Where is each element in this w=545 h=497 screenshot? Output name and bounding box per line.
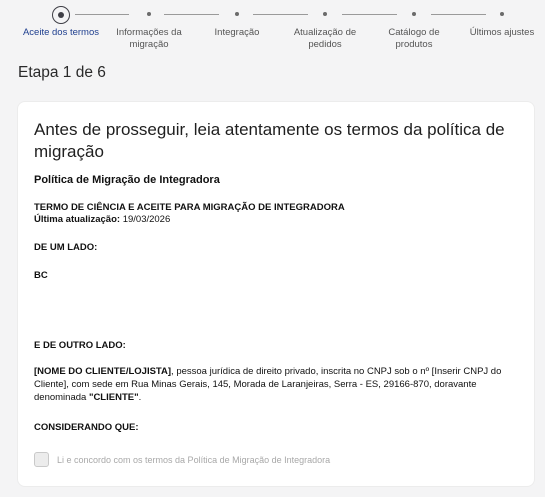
accept-terms-checkbox[interactable] bbox=[34, 452, 49, 467]
client-name: [NOME DO CLIENTE/LOJISTA] bbox=[34, 366, 172, 377]
truncated-text: BC bbox=[34, 270, 48, 281]
step-dot-icon bbox=[235, 12, 239, 16]
step-catalogo-de-produtos[interactable] bbox=[369, 0, 459, 51]
last-updated-label: Última atualização: bbox=[34, 214, 121, 225]
step-integracao[interactable] bbox=[192, 0, 282, 39]
terms-card bbox=[17, 101, 535, 487]
accept-terms-label[interactable]: Li e concordo com os termos da Política de Migração de Integradora bbox=[57, 454, 331, 465]
term-heading: TERMO DE CIÊNCIA E ACEITE PARA MIGRAÇÃO DE INTEGRADORA bbox=[34, 202, 345, 213]
step-label: Informações da migração bbox=[116, 27, 182, 50]
accept-terms-row[interactable] bbox=[34, 452, 330, 467]
client-end: . bbox=[138, 392, 142, 403]
step-atualizacao-de-pedidos[interactable] bbox=[280, 0, 370, 51]
last-updated bbox=[34, 214, 170, 225]
current-step-icon bbox=[52, 6, 70, 24]
step-aceite-dos-termos[interactable] bbox=[16, 0, 106, 39]
step-label: Aceite dos termos bbox=[22, 27, 100, 38]
step-dot-icon bbox=[412, 12, 416, 16]
considering-heading: CONSIDERANDO QUE: bbox=[34, 422, 139, 433]
client-alias: "CLIENTE" bbox=[88, 392, 139, 403]
step-label: Integração bbox=[214, 27, 260, 38]
step-dot-icon bbox=[323, 12, 327, 16]
step-label: Catálogo de produtos bbox=[388, 27, 440, 50]
step-dot-icon bbox=[500, 12, 504, 16]
side-one-heading: DE UM LADO: bbox=[34, 242, 98, 253]
client-paragraph bbox=[34, 365, 504, 404]
side-two-heading: E DE OUTRO LADO: bbox=[34, 340, 126, 351]
step-ultimos-ajustes[interactable] bbox=[457, 0, 545, 39]
last-updated-value: 19/03/2026 bbox=[120, 214, 171, 225]
step-informacoes-da-migracao[interactable] bbox=[104, 0, 194, 51]
step-progress-text: Etapa 1 de 6 bbox=[18, 64, 106, 81]
policy-title: Política de Migração de Integradora bbox=[34, 174, 220, 186]
step-label: Atualização de pedidos bbox=[293, 27, 357, 50]
step-dot-icon bbox=[147, 12, 151, 16]
stepper bbox=[0, 0, 545, 62]
step-label: Últimos ajustes bbox=[469, 27, 535, 38]
card-title: Antes de prosseguir, leia atentamente os termos da política de migração bbox=[34, 120, 505, 161]
client-text: , pessoa jurídica de direito privado, inscrita no CNPJ sob o nº [Inserir CNPJ do Cliente], com sede em Rua Minas Gerais, 145, Morada de Laranjeiras, Serra - ES, 29166-870, doravante denominada bbox=[34, 366, 502, 403]
